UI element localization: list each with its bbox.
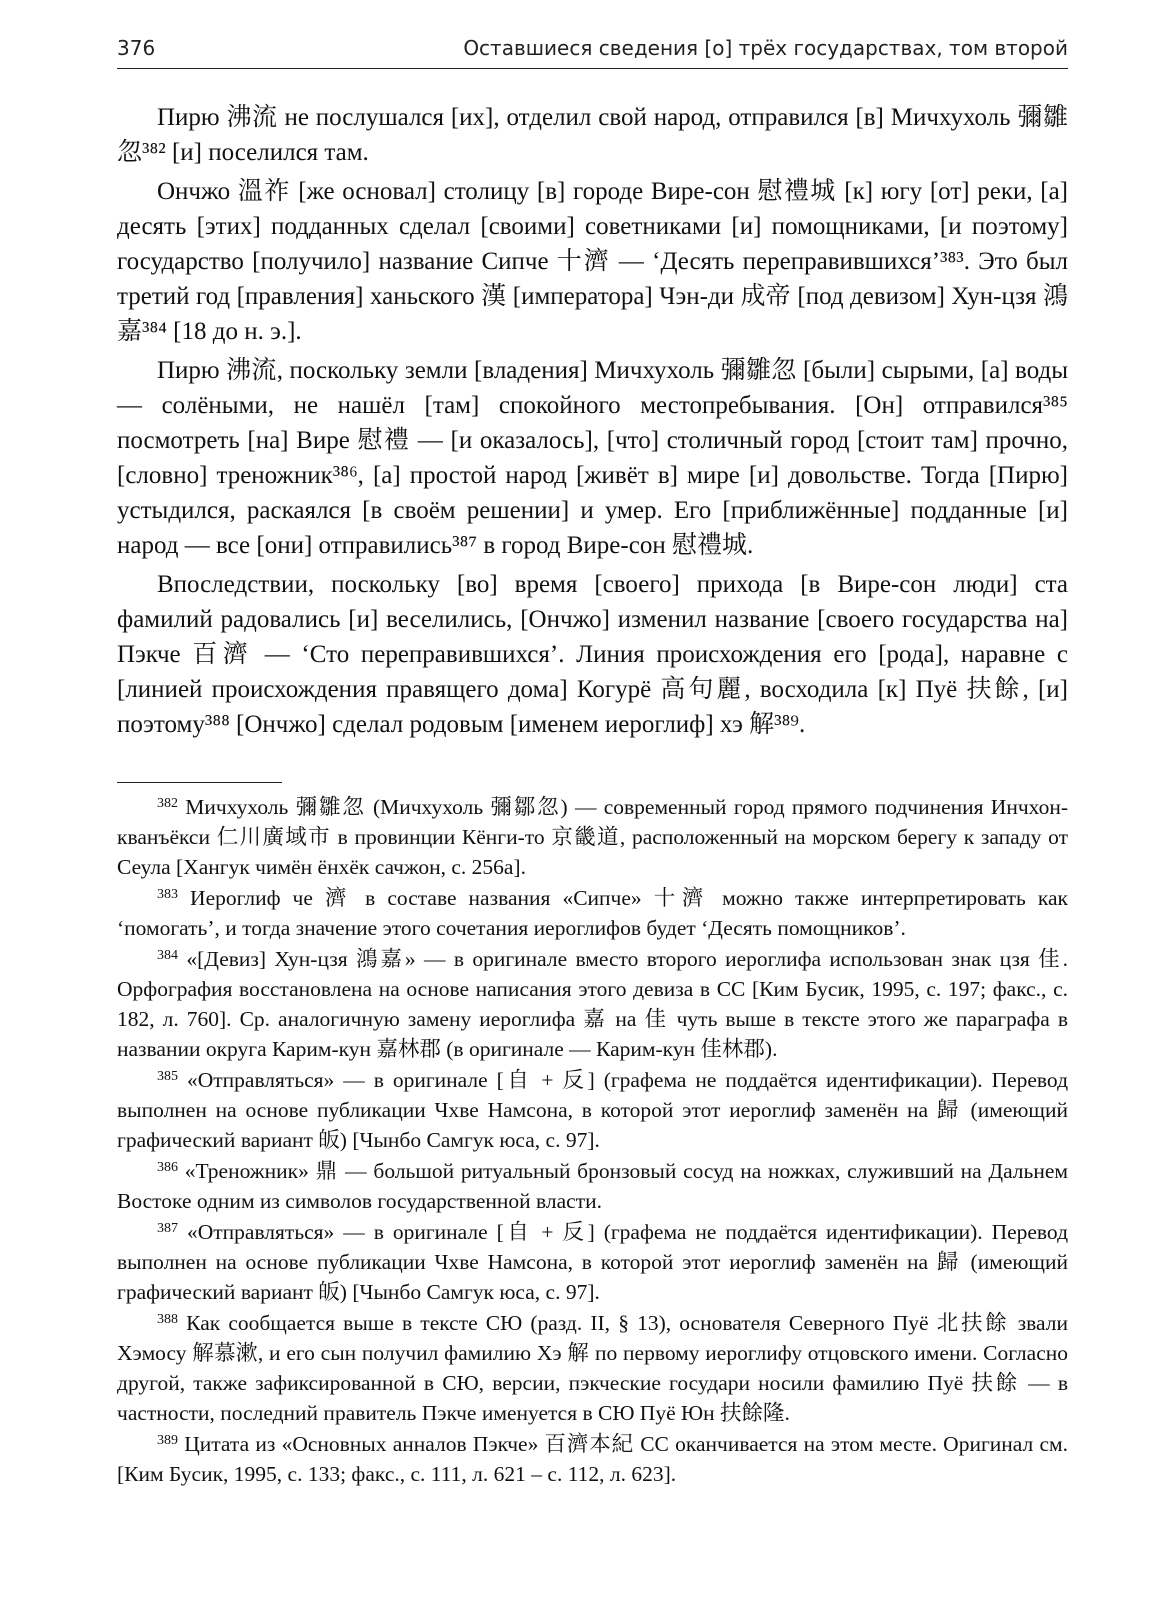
- running-title: Оставшиеся сведения [о] трёх государствах, том второй: [463, 36, 1068, 60]
- footnote-text: «Отправляться» — в оригинале [自 + 反] (графема не поддаётся идентификации). Перевод выполнен на основе публикации Чхве Намсона, в которой этот иероглиф заменён на 歸 (имеющий графический вариант 皈) [Чынбо Самгук юса, с. 97].: [117, 1068, 1069, 1152]
- running-head: [117, 32, 1068, 69]
- footnote-number: 388: [157, 1312, 178, 1327]
- footnote: [117, 792, 1068, 882]
- footnote-number: 387: [157, 1221, 178, 1236]
- footnote-number: 383: [157, 887, 178, 902]
- footnote-text: Мичхухоль 彌雛忽 (Мичхухоль 彌鄒忽) — современный город прямого подчинения Инчхон-кванъёкси 仁川廣域市 в провинции Кёнги-то 京畿道, расположенный на морском берегу к западу от Сеула [Хангук чимён ёнхёк сачжон, с. 256а].: [117, 795, 1068, 879]
- footnote-text: Цитата из «Основных анналов Пэкче» 百濟本紀 СС оканчивается на этом месте. Оригинал см. [Ким Бусик, 1995, с. 133; факс., с. 111, л. 621 – с. 112, л. 623].: [117, 1432, 1069, 1486]
- footnote: [117, 1429, 1068, 1489]
- footnote: [117, 1217, 1068, 1307]
- page-number: 376: [117, 36, 156, 60]
- footnote-number: 385: [157, 1069, 178, 1084]
- footnote-separator: [117, 782, 282, 783]
- footnote: [117, 1156, 1068, 1216]
- footnote-number: 389: [157, 1433, 178, 1448]
- footnote-number: 382: [157, 796, 178, 811]
- main-text: [117, 100, 1068, 746]
- footnotes: [117, 792, 1068, 1490]
- footnote-text: «[Девиз] Хун-цзя 鴻嘉» — в оригинале вместо второго иероглифа использован знак цзя 佳. Орфография восстановлена на основе написания этого девиза в СС [Ким Бусик, 1995, с. 197; факс., с. 182, л. 760]. Ср. аналогичную замену иероглифа 嘉 на 佳 чуть выше в тексте этого же параграфа в названии округа Карим-кун 嘉林郡 (в оригинале — Карим-кун 佳林郡).: [117, 947, 1069, 1061]
- footnote-number: 384: [157, 948, 178, 963]
- footnote-text: Как сообщается выше в тексте СЮ (разд. II, § 13), основателя Северного Пуё 北扶餘 звали Хэмосу 解慕漱, и его сын получил фамилию Хэ 解 по первому иероглифу отцовского имени. Согласно другой, также зафиксированной в СЮ, версии, пэкческие государи носили фамилию Пуё 扶餘 — в частности, последний правитель Пэкче именуется в СЮ Пуё Юн 扶餘隆.: [117, 1311, 1068, 1425]
- paragraph: Впоследствии, поскольку [во] время [своего] прихода [в Вире-сон люди] ста фамилий радовались [и] веселились, [Ончжо] изменил название [своего государства на] Пэкче 百濟 — ‘Сто переправившихся’. Линия происхождения его [рода], наравне с [линией происхождения правящего дома] Когурё 高句麗, восходила [к] Пуё 扶餘, [и] поэтому³⁸⁸ [Ончжо] сделал родовым [именем иероглиф] хэ 解³⁸⁹.: [117, 571, 1068, 738]
- footnote: [117, 944, 1068, 1064]
- paragraph: Пирю 沸流, поскольку земли [владения] Мичхухоль 彌雛忽 [были] сырыми, [а] воды — солёными, не нашёл [там] спокойного местопребывания. [Он] отправился³⁸⁵ посмотреть [на] Вире 慰禮 — [и оказалось], [что] столичный город [стоит там] прочно, [словно] треножник³⁸⁶, [а] простой народ [живёт в] мире [и] довольстве. Тогда [Пирю] устыдился, раскаялся [в своём решении] и умер. Его [приближённые] подданные [и] народ — все [они] отправились³⁸⁷ в город Вире-сон 慰禮城.: [117, 357, 1068, 559]
- footnote: [117, 1308, 1068, 1428]
- footnote-text: «Треножник» 鼎 — большой ритуальный бронзовый сосуд на ножках, служивший на Дальнем Востоке одним из символов государственной власти.: [117, 1159, 1068, 1213]
- paragraph: Ончжо 溫祚 [же основал] столицу [в] городе Вире-сон 慰禮城 [к] югу [от] реки, [а] десять [этих] подданных сделал [своими] советниками [и] помощниками, [и поэтому] государство [получило] название Сипче 十濟 — ‘Десять переправившихся’³⁸³. Это был третий год [правления] ханьского 漢 [императора] Чэн-ди 成帝 [под девизом] Хун-цзя 鴻嘉³⁸⁴ [18 до н. э.].: [117, 178, 1068, 345]
- footnote: [117, 883, 1068, 943]
- footnote: [117, 1065, 1068, 1155]
- paragraph: Пирю 沸流 не послушался [их], отделил свой народ, отправился [в] Мичхухоль 彌雛忽³⁸² [и] поселился там.: [117, 104, 1068, 166]
- footnote-number: 386: [157, 1160, 178, 1175]
- footnote-text: Иероглиф че 濟 в составе названия «Сипче» 十濟 можно также интерпретировать как ‘помогать’, и тогда значение этого сочетания иероглифов будет ‘Десять помощников’.: [117, 886, 1068, 940]
- footnote-text: «Отправляться» — в оригинале [自 + 反] (графема не поддаётся идентификации). Перевод выполнен на основе публикации Чхве Намсона, в которой этот иероглиф заменён на 歸 (имеющий графический вариант 皈) [Чынбо Самгук юса, с. 97].: [117, 1220, 1069, 1304]
